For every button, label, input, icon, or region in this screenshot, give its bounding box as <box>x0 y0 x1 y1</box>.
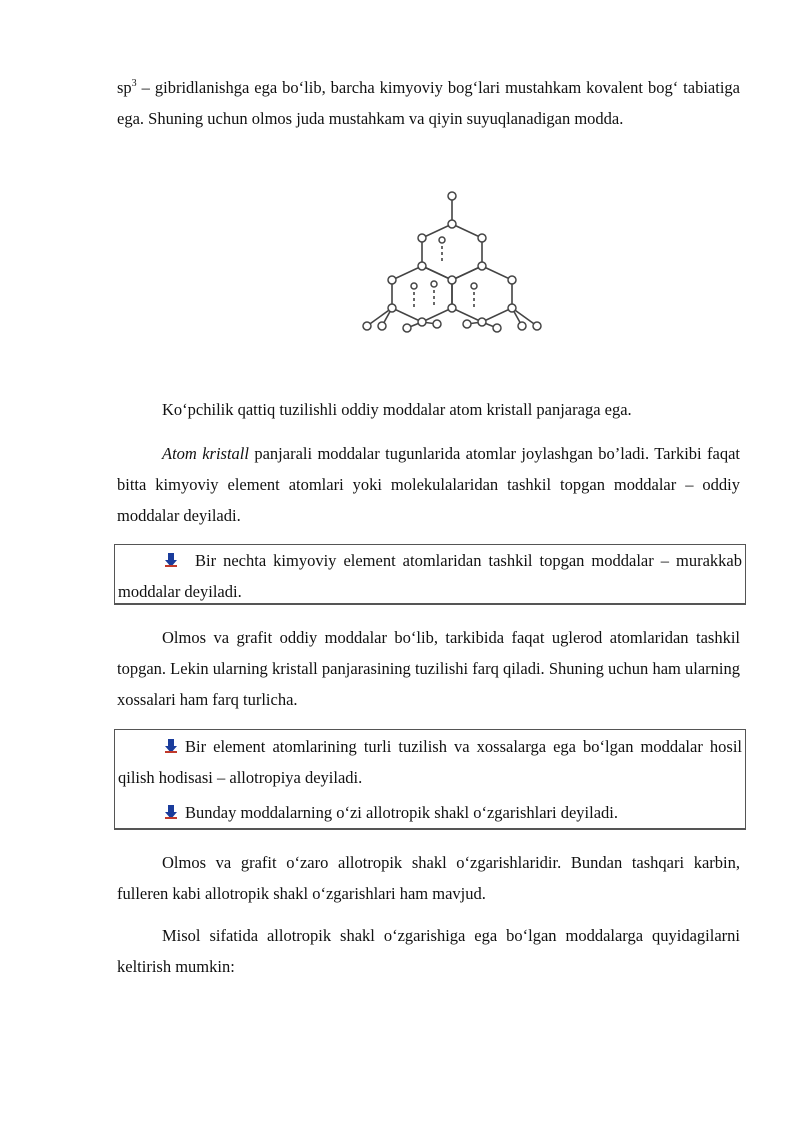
diamond-lattice-diagram <box>352 176 552 346</box>
definition-box-complex-substances <box>114 544 746 605</box>
paragraph-atom-crystal-intro: Ko‘pchilik qattiq tuzilishli oddiy moddalar atom kristall panjaraga ega. <box>162 400 632 419</box>
atom-kristall-term: Atom kristall <box>162 444 249 463</box>
arrow-bullet-icon <box>163 804 179 820</box>
arrow-bullet-icon <box>163 738 179 754</box>
paragraph-diamond-graphite: Olmos va grafit oddiy moddalar bo‘lib, tarkibida faqat uglerod atomlaridan tashkil topgan. Lekin ularning kristall panjarasining tuzilishi farq qiladi. Shuning uchun ham ularning xossalari ham farq turlicha. <box>117 628 740 709</box>
definition-complex <box>118 545 742 607</box>
sp3-paragraph-text: – gibridlanishga ega bo‘lib, barcha kimyoviy bog‘lari mustahkam kovalent bog‘ tabiatiga ega. Shuning uchun olmos juda mustahkam va qiyin suyuqlanadigan modda. <box>117 78 740 128</box>
allotropic-forms-text: Bunday moddalarning o‘zi allotropik shakl o‘zgarishlari deyiladi. <box>185 803 619 822</box>
definition-allotropic-forms <box>118 797 742 828</box>
paragraph-atom-crystal <box>117 438 740 531</box>
complex-substances-text: Bir nechta kimyoviy element atomlaridan tashkil topgan moddalar – murakkab moddalar deyiladi. <box>118 551 742 601</box>
paragraph-examples: Misol sifatida allotropik shakl o‘zgarishiga ega bo‘lgan moddalarga quyidagilarni keltirish mumkin: <box>117 926 740 976</box>
sp-text: sp <box>117 78 132 97</box>
paragraph-allotropic-forms: Olmos va grafit o‘zaro allotropik shakl o‘zgarishlaridir. Bundan tashqari karbin, fulleren kabi allotropik shakl o‘zgarishlari ham mavjud. <box>117 853 740 903</box>
definition-allotropy <box>118 731 742 793</box>
atom-crystal-text: panjarali moddalar tugunlarida atomlar joylashgan bo’ladi. Tarkibi faqat bitta kimyoviy element atomlari yoki molekulalaridan tashkil topgan moddalar – oddiy moddalar deyiladi. <box>117 444 740 525</box>
sp-superscript: 3 <box>131 78 137 89</box>
arrow-bullet-icon <box>163 552 179 568</box>
definition-box-allotropy <box>114 729 746 830</box>
allotropy-text: Bir element atomlarining turli tuzilish va xossalarga ega bo‘lgan moddalar hosil qilish hodisasi – allotropiya deyiladi. <box>118 737 742 787</box>
paragraph-sp3 <box>117 72 740 134</box>
